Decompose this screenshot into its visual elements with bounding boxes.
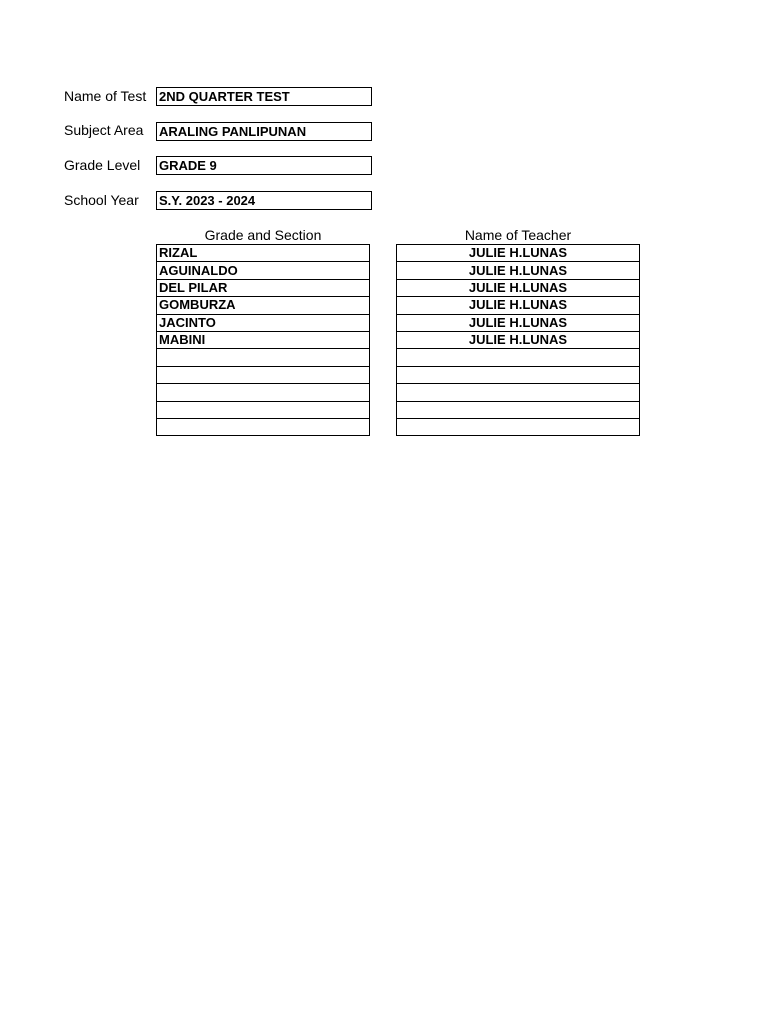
teacher-cell[interactable]: JULIE H.LUNAS: [397, 262, 640, 279]
section-cell[interactable]: DEL PILAR: [157, 279, 370, 296]
teacher-cell[interactable]: [397, 366, 640, 383]
section-cell[interactable]: MABINI: [157, 331, 370, 348]
name-of-teacher-header: Name of Teacher: [464, 227, 572, 243]
school-year-label: School Year: [64, 192, 139, 208]
table-row: [397, 279, 640, 296]
teacher-cell[interactable]: [397, 384, 640, 401]
table-row: [157, 401, 370, 418]
table-row: [157, 262, 370, 279]
teacher-cell[interactable]: JULIE H.LUNAS: [397, 314, 640, 331]
name-of-test-label: Name of Test: [64, 88, 147, 104]
subject-area-field[interactable]: ARALING PANLIPUNAN: [156, 122, 372, 141]
teacher-cell[interactable]: JULIE H.LUNAS: [397, 245, 640, 262]
teacher-cell[interactable]: JULIE H.LUNAS: [397, 331, 640, 348]
table-row: [397, 262, 640, 279]
table-row: [157, 366, 370, 383]
table-row: [157, 418, 370, 435]
teacher-cell[interactable]: JULIE H.LUNAS: [397, 297, 640, 314]
table-row: [397, 297, 640, 314]
grade-level-field[interactable]: GRADE 9: [156, 156, 372, 175]
teachers-table: [396, 244, 640, 436]
section-cell[interactable]: [157, 401, 370, 418]
table-row: [157, 331, 370, 348]
section-cell[interactable]: [157, 384, 370, 401]
sections-table: [156, 244, 370, 436]
table-row: [157, 279, 370, 296]
section-cell[interactable]: AGUINALDO: [157, 262, 370, 279]
subject-area-label: Subject Area: [64, 122, 144, 138]
section-cell[interactable]: JACINTO: [157, 314, 370, 331]
grade-level-label: Grade Level: [64, 157, 141, 173]
table-row: [157, 297, 370, 314]
section-cell[interactable]: [157, 366, 370, 383]
table-row: [397, 384, 640, 401]
teacher-cell[interactable]: [397, 401, 640, 418]
table-row: [397, 401, 640, 418]
name-of-test-field[interactable]: 2ND QUARTER TEST: [156, 87, 372, 106]
table-row: [157, 314, 370, 331]
teacher-cell[interactable]: [397, 349, 640, 366]
teacher-cell[interactable]: [397, 418, 640, 435]
section-cell[interactable]: RIZAL: [157, 245, 370, 262]
table-row: [157, 384, 370, 401]
table-row: [157, 245, 370, 262]
section-cell[interactable]: GOMBURZA: [157, 297, 370, 314]
table-row: [397, 245, 640, 262]
teacher-cell[interactable]: JULIE H.LUNAS: [397, 279, 640, 296]
school-year-field[interactable]: S.Y. 2023 - 2024: [156, 191, 372, 210]
table-row: [397, 331, 640, 348]
table-row: [397, 314, 640, 331]
table-row: [397, 349, 640, 366]
section-cell[interactable]: [157, 418, 370, 435]
table-row: [397, 418, 640, 435]
table-row: [397, 366, 640, 383]
grade-and-section-header: Grade and Section: [204, 227, 322, 243]
section-cell[interactable]: [157, 349, 370, 366]
table-row: [157, 349, 370, 366]
